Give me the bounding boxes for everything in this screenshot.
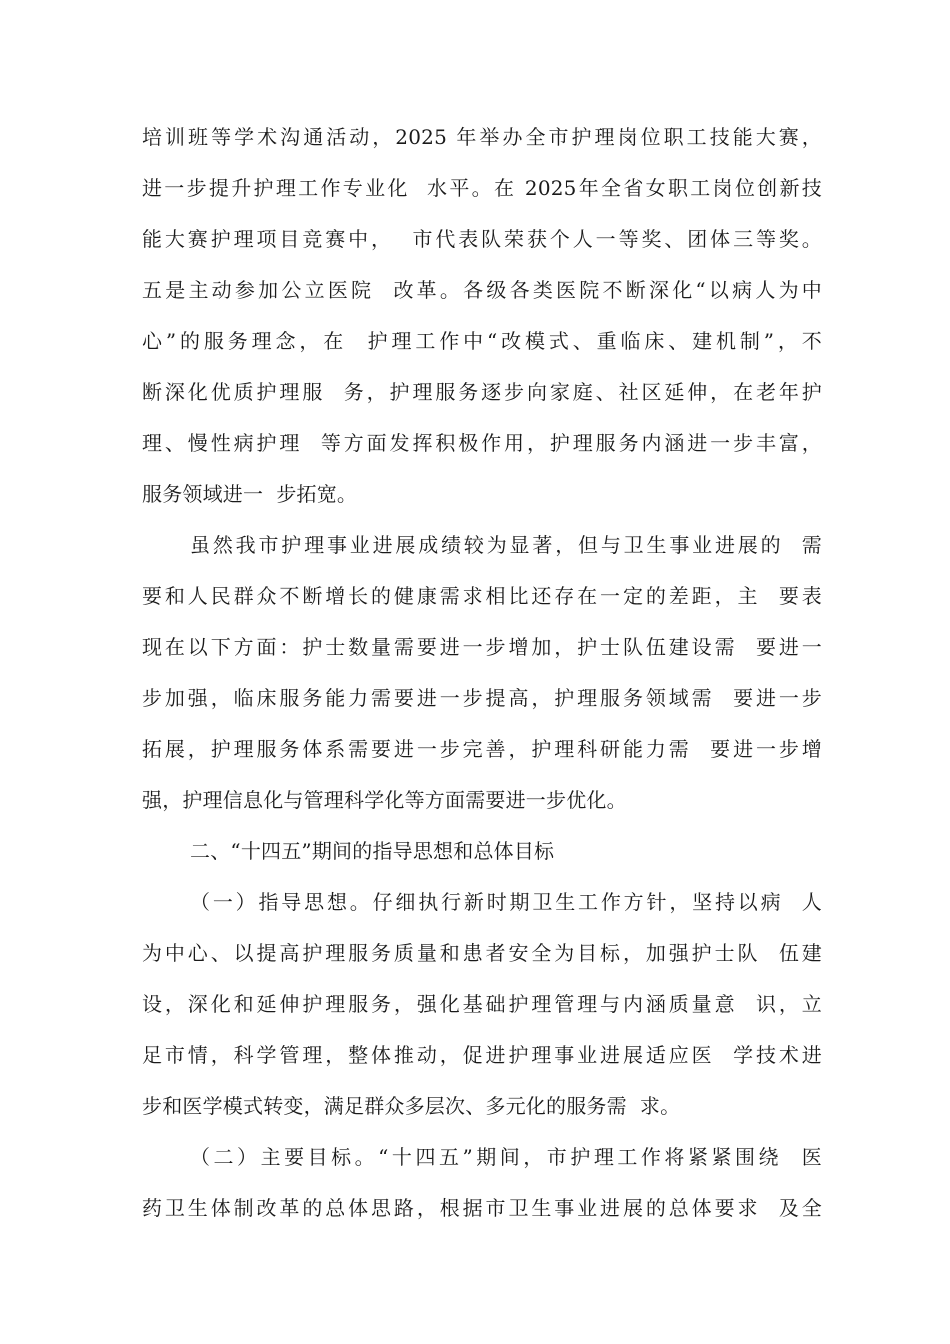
text-line: 断深化优质护理服 务，护理服务逐步向家庭、社区延伸，在老年护	[142, 380, 822, 404]
text-line: 拓展，护理服务体系需要进一步完善，护理科研能力需 要进一步增	[142, 737, 822, 761]
text-line: 培训班等学术沟通活动，2025 年举办全市护理岗位职工技能大赛，	[142, 125, 822, 149]
text-line: 理、慢性病护理 等方面发挥积极作用，护理服务内涵进一步丰富，	[142, 431, 822, 455]
paragraph	[142, 112, 822, 520]
text-line: （一）指导思想。仔细执行新时期卫生工作方针，坚持以病 人	[190, 890, 822, 914]
text-line: 步和医学模式转变，满足群众多层次、多元化的服务需 求。	[142, 1094, 681, 1118]
text-line: 要和人民群众不断增长的健康需求相比还存在一定的差距，主 要表	[142, 584, 822, 608]
text-line: 强，护理信息化与管理科学化等方面需要进一步优化。	[142, 788, 627, 812]
text-line: 二、“十四五”期间的指导思想和总体目标	[190, 839, 555, 863]
text-line: 进一步提升护理工作专业化 水平。在 2025年全省女职工岗位创新技	[142, 176, 822, 200]
text-line: 足市情，科学管理，整体推动，促进护理事业进展适应医 学技术进	[142, 1043, 822, 1067]
paragraph	[142, 877, 822, 1132]
text-line: 虽然我市护理事业进展成绩较为显著，但与卫生事业进展的 需	[190, 533, 822, 557]
text-line: 设，深化和延伸护理服务，强化基础护理管理与内涵质量意 识，立	[142, 992, 822, 1016]
text-line: 心”的服务理念，在 护理工作中“改模式、重临床、建机制”，不	[142, 329, 822, 353]
document-body	[142, 112, 822, 1234]
paragraph	[142, 1132, 822, 1234]
text-line: 药卫生体制改革的总体思路，根据市卫生事业进展的总体要求 及全	[142, 1196, 822, 1220]
paragraph	[142, 520, 822, 826]
text-line: 能大赛护理项目竞赛中， 市代表队荣获个人一等奖、团体三等奖。	[142, 227, 822, 251]
text-line: 为中心、以提高护理服务质量和患者安全为目标，加强护士队 伍建	[142, 941, 822, 965]
text-line: （二）主要目标。“十四五”期间，市护理工作将紧紧围绕 医	[190, 1145, 822, 1169]
paragraph	[142, 826, 822, 877]
text-line: 五是主动参加公立医院 改革。各级各类医院不断深化“以病人为中	[142, 278, 822, 302]
text-line: 步加强，临床服务能力需要进一步提高，护理服务领域需 要进一步	[142, 686, 822, 710]
text-line: 服务领域进一 步拓宽。	[142, 482, 358, 506]
text-line: 现在以下方面：护士数量需要进一步增加，护士队伍建设需 要进一	[142, 635, 822, 659]
